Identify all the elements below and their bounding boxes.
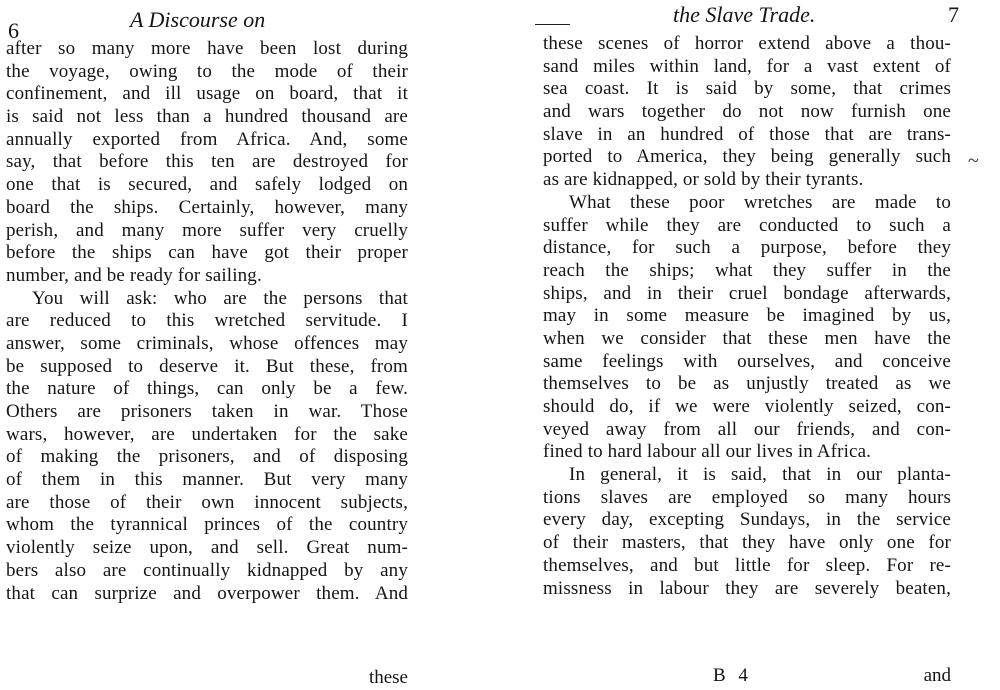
text-line: same feelings with ourselves, and conceive [543, 350, 951, 372]
text-line: violently seize upon, and sell. Great num- [6, 537, 408, 559]
text-line: should do, if we were violently seized, con- [543, 396, 951, 417]
signature-mark: B 4 [713, 665, 752, 686]
text-line: when we consider that these men have the [543, 327, 951, 349]
text-line: confinement, and ill usage on board, that it [6, 83, 408, 105]
text-line: Others are prisoners taken in war. Those [6, 401, 408, 422]
left-page-number: 6 [8, 18, 19, 43]
text-line: the nature of things, can only be a few. [6, 378, 408, 400]
right-catchword: and [923, 665, 951, 686]
text-line: of them in this manner. But very many [6, 469, 408, 491]
text-line: are reduced to this wretched servitude. I [6, 310, 408, 332]
left-text-block [6, 38, 408, 605]
left-running-head: A Discourse on [130, 7, 266, 32]
text-line: wars, however, are undertaken for the sake [6, 423, 408, 445]
text-line: as are kidnapped, or sold by their tyrants. [543, 169, 864, 191]
text-line: veyed away from all our friends, and con- [543, 418, 951, 440]
right-page-footer [543, 665, 951, 687]
text-line: of their masters, that they have only one for [543, 532, 951, 554]
text-line: annually exported from Africa. And, some [6, 128, 408, 150]
text-line: suffer while they are conducted to such a [543, 214, 951, 236]
text-line: answer, some criminals, whose offences may [6, 332, 408, 354]
text-line: be supposed to deserve it. But these, from [6, 355, 408, 377]
paragraph-start-line: You will ask: who are the persons that [32, 287, 408, 309]
text-line: one that is secured, and safely lodged on [6, 174, 408, 196]
text-line: that can surprize and overpower them. And [6, 582, 408, 604]
text-line: bers also are continually kidnapped by any [6, 559, 408, 581]
text-line: whom the tyrannical princes of the country [6, 514, 408, 536]
header-rule [535, 24, 570, 25]
text-line: sand miles within land, for a vast extent of [543, 55, 951, 77]
text-line: every day, excepting Sundays, in the service [543, 509, 951, 531]
text-line: perish, and many more suffer very cruelly [6, 219, 408, 241]
text-line: ships, and in their cruel bondage afterwards, [543, 282, 951, 304]
right-text-block [543, 33, 951, 600]
text-line: and wars together do not now furnish one [543, 101, 951, 123]
right-running-head: the Slave Trade. [673, 2, 816, 27]
text-line: the voyage, owing to the mode of their [6, 60, 408, 82]
right-page-number: 7 [948, 2, 959, 27]
text-line: distance, for such a purpose, before they [543, 237, 951, 259]
paragraph-start-line: What these poor wretches are made to [569, 191, 951, 213]
text-line: is said not less than a hundred thousand are [6, 106, 408, 128]
text-line: board the ships. Certainly, however, many [6, 196, 408, 218]
text-line: number, and be ready for sailing. [6, 264, 262, 286]
text-line: say, that before this ten are destroyed for [6, 151, 408, 173]
text-line: tions slaves are employed so many hours [543, 486, 951, 508]
text-line: after so many more have been lost during [6, 38, 408, 59]
text-line: missness in labour they are severely beaten, [543, 577, 951, 599]
text-line: these scenes of horror extend above a thou- [543, 33, 951, 54]
text-line: before the ships can have got their proper [6, 242, 408, 264]
text-line: of making the prisoners, and of disposing [6, 446, 408, 468]
text-line: themselves to be as unjustly treated as we [543, 373, 951, 395]
text-line: sea coast. It is said by some, that crimes [543, 78, 951, 100]
text-line: fined to hard labour all our lives in Africa. [543, 441, 872, 463]
text-line: are those of their own innocent subjects, [6, 491, 408, 513]
text-line: may in some measure be imagined by us, [543, 305, 951, 327]
margin-tilde-mark: ~ [968, 150, 979, 172]
text-line: themselves, and but little for sleep. For re- [543, 554, 951, 576]
text-line: slave in an hundred of those that are trans- [543, 123, 951, 145]
left-catchword: these [368, 667, 408, 688]
text-line: reach the ships; what they suffer in the [543, 259, 951, 281]
paragraph-start-line: In general, it is said, that in our planta- [569, 464, 951, 486]
text-line: ported to America, they being generally such [543, 146, 951, 168]
